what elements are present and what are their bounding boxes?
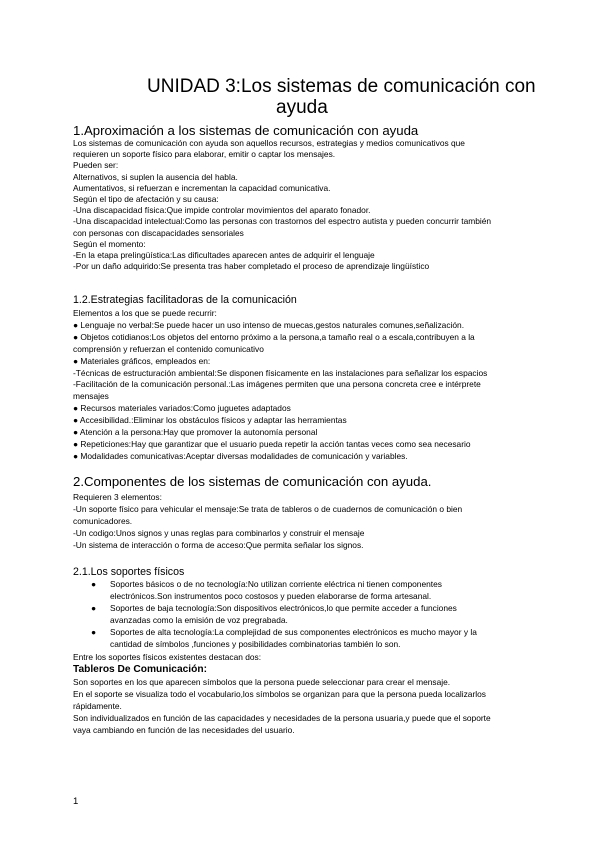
text-line: ● Atención a la persona:Hay que promover la autonomía personal [73, 427, 318, 438]
page-title-line-1: UNIDAD 3:Los sistemas de comunicación con [147, 76, 536, 97]
text-line: ● Lenguaje no verbal:Se puede hacer un uso intenso de muecas,gestos naturales comunes,señalización. [73, 319, 465, 330]
text-line: Requieren 3 elementos: [73, 492, 162, 502]
page-number: 1 [73, 796, 79, 807]
text-line: ● Materiales gráficos, empleados en: [73, 355, 211, 366]
section-2-1-heading: 2.1.Los soportes físicos [73, 566, 185, 578]
text-line: ● Recursos materiales variados:Como juguetes adaptados [73, 403, 291, 414]
soportes-bullet-list [91, 579, 531, 650]
soportes-intro: Entre los soportes físicos existentes destacan dos: [73, 652, 262, 662]
text-line: -En la etapa prelingüística:Las dificultades aparecen antes de adquirir el lenguaje [73, 250, 375, 261]
list-item [91, 627, 531, 651]
text-line: Elementos a los que se puede recurrir: [73, 308, 217, 318]
text-line: rápidamente. [73, 700, 122, 711]
section-1-body [73, 138, 533, 272]
section-1-2-body [73, 308, 533, 463]
text-line: Pueden ser: [73, 160, 119, 171]
text-line: -Un soporte físico para vehicular el mensaje:Se trata de tableros o de cuadernos de comunicación o bien [73, 503, 463, 514]
text-line: Son individualizados en función de las capacidades y necesidades de la persona usuaria,y puede que el soporte [73, 712, 491, 723]
text-line: Soportes de alta tecnología:La complejidad de sus componentes electrónicos es mucho mayor y la [110, 626, 477, 637]
text-line: comprensión y refuerzan el contenido comunicativo [73, 343, 264, 354]
bullet-icon: ● [91, 626, 97, 637]
section-1-heading: 1.Aproximación a los sistemas de comunicación con ayuda [73, 123, 419, 138]
tableros-subheading: Tableros De Comunicación: [73, 664, 207, 675]
text-line: Soportes básicos o de no tecnología:No utilizan corriente eléctrica ni tienen componentes [110, 579, 442, 589]
text-line: vaya cambiando en función de las necesidades del usuario. [73, 724, 295, 735]
text-line: En el soporte se visualiza todo el vocabulario,los símbolos se organizan para que la persona pueda localizarlos [73, 688, 486, 699]
text-line: -Por un daño adquirido:Se presenta tras haber completado el proceso de aprendizaje lingüístico [73, 261, 430, 272]
section-2-heading: 2.Componentes de los sistemas de comunicación con ayuda. [73, 474, 432, 489]
list-item [91, 579, 531, 603]
text-line: comunicadores. [73, 515, 133, 526]
text-line: Aumentativos, si refuerzan e incrementan la capacidad comunicativa. [73, 182, 331, 193]
list-item [91, 603, 531, 627]
text-line: Los sistemas de comunicación con ayuda son aquellos recursos, estrategias y medios comunicativos que [73, 138, 465, 148]
text-line: Según el momento: [73, 238, 146, 249]
tableros-body [73, 677, 533, 737]
text-line: ● Repeticiones:Hay que garantizar que el usuario pueda repetir la acción tantas veces como sea necesario [73, 438, 471, 449]
text-line: Son soportes en los que aparecen símbolos que la persona puede seleccionar para crear el mensaje. [73, 677, 451, 687]
text-line: -Un sistema de interacción o forma de acceso:Que permita señalar los signos. [73, 539, 364, 550]
page-title-line-2: ayuda [276, 97, 328, 118]
text-line: electrónicos.Son instrumentos poco costosos y pueden elaborarse de forma artesanal. [110, 590, 432, 601]
text-line: con personas con discapacidades sensoriales [73, 227, 244, 238]
text-line: -Una discapacidad intelectual:Como las personas con trastornos del espectro autista y pueden concurrir también [73, 216, 492, 227]
text-line: mensajes [73, 391, 109, 402]
text-line: Según el tipo de afectación y su causa: [73, 194, 219, 205]
text-line: -Técnicas de estructuración ambiental:Se disponen físicamente en las instalaciones para señalizar los espacios [73, 367, 488, 378]
bullet-icon: ● [91, 602, 97, 613]
text-line: -Un codigo:Unos signos y unas reglas para combinarlos y construir el mensaje [73, 527, 365, 538]
bullet-icon: ● [91, 579, 97, 589]
text-line: -Facilitación de la comunicación personal.:Las imágenes permiten que una persona concreta cree e intérprete [73, 379, 481, 390]
text-line: ● Modalidades comunicativas:Aceptar diversas modalidades de comunicación y variables. [73, 450, 408, 461]
text-line: avanzadas como la emisión de voz pregrabada. [110, 614, 288, 625]
text-line: Alternativos, si suplen la ausencia del habla. [73, 171, 238, 182]
text-line: ● Accesibilidad.:Eliminar los obstáculos físicos y adaptar las herramientas [73, 415, 347, 426]
text-line: Soportes de baja tecnología:Son dispositivos electrónicos,lo que permite acceder a funciones [110, 602, 457, 613]
text-line: ● Objetos cotidianos:Los objetos del entorno próximo a la persona,a tamaño real o a escala,contribuyen a la [73, 331, 475, 342]
section-1-2-heading: 1.2.Estrategias facilitadoras de la comunicación [73, 294, 297, 306]
text-line: cantidad de símbolos ,funciones y posibilidades combinatorias también lo son. [110, 638, 401, 649]
text-line: requieren un soporte físico para elaborar, emitir o captar los mensajes. [73, 149, 336, 160]
text-line: -Una discapacidad física:Que impide controlar movimientos del aparato fonador. [73, 205, 371, 216]
section-2-body [73, 492, 533, 552]
